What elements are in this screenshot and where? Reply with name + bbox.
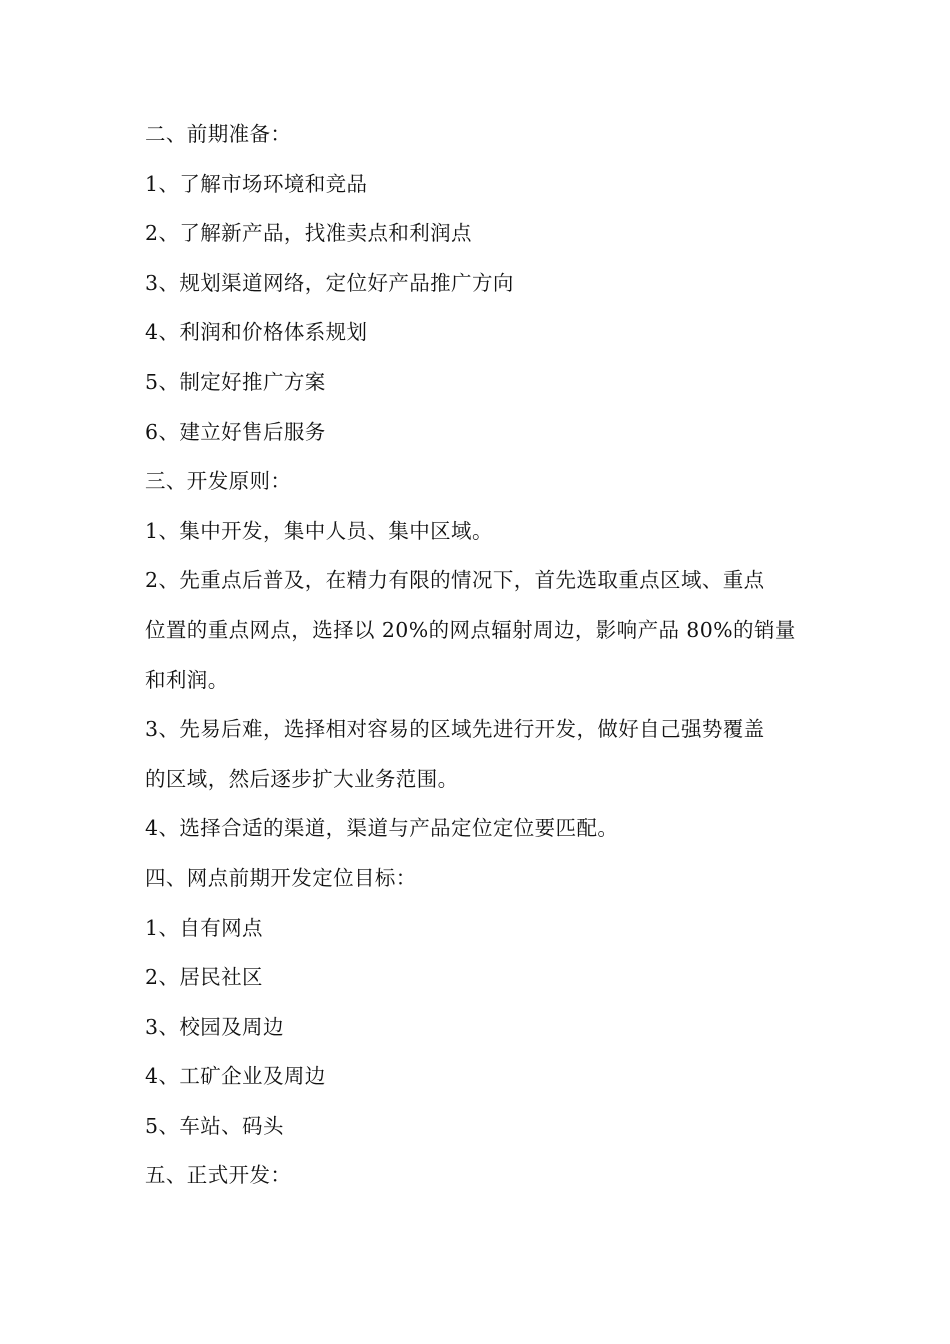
section-heading-formal-development: 五、正式开发： [145,1163,292,1188]
list-item: 4、利润和价格体系规划 [145,320,368,345]
list-item: 5、制定好推广方案 [145,369,326,394]
section-heading-principles: 三、开发原则： [145,469,292,494]
list-item: 1、集中开发，集中人员、集中区域。 [145,518,493,543]
section-heading-targets: 四、网点前期开发定位目标： [145,865,417,890]
list-item: 1、自有网点 [145,915,263,940]
list-item: 3、规划渠道网络，定位好产品推广方向 [145,270,514,295]
list-item: 5、车站、码头 [145,1113,284,1138]
list-item: 2、居民社区 [145,965,263,990]
paragraph-line: 的区域，然后逐步扩大业务范围。 [145,766,459,791]
paragraph-line: 位置的重点网点，选择以 20%的网点辐射周边，影响产品 80%的销量 [145,617,796,642]
list-item: 4、工矿企业及周边 [145,1064,326,1089]
list-item: 6、建立好售后服务 [145,419,326,444]
paragraph-line: 3、先易后难，选择相对容易的区域先进行开发，做好自己强势覆盖 [145,717,765,742]
list-item: 1、了解市场环境和竞品 [145,171,368,196]
paragraph-line: 和利润。 [145,667,229,692]
section-heading-preparation: 二、前期准备： [145,122,292,146]
list-item: 3、校园及周边 [145,1014,284,1039]
list-item: 4、选择合适的渠道，渠道与产品定位定位要匹配。 [145,816,619,841]
list-item: 2、了解新产品，找准卖点和利润点 [145,221,472,246]
document-body [145,110,815,1201]
paragraph-line: 2、先重点后普及，在精力有限的情况下，首先选取重点区域、重点 [145,568,765,593]
